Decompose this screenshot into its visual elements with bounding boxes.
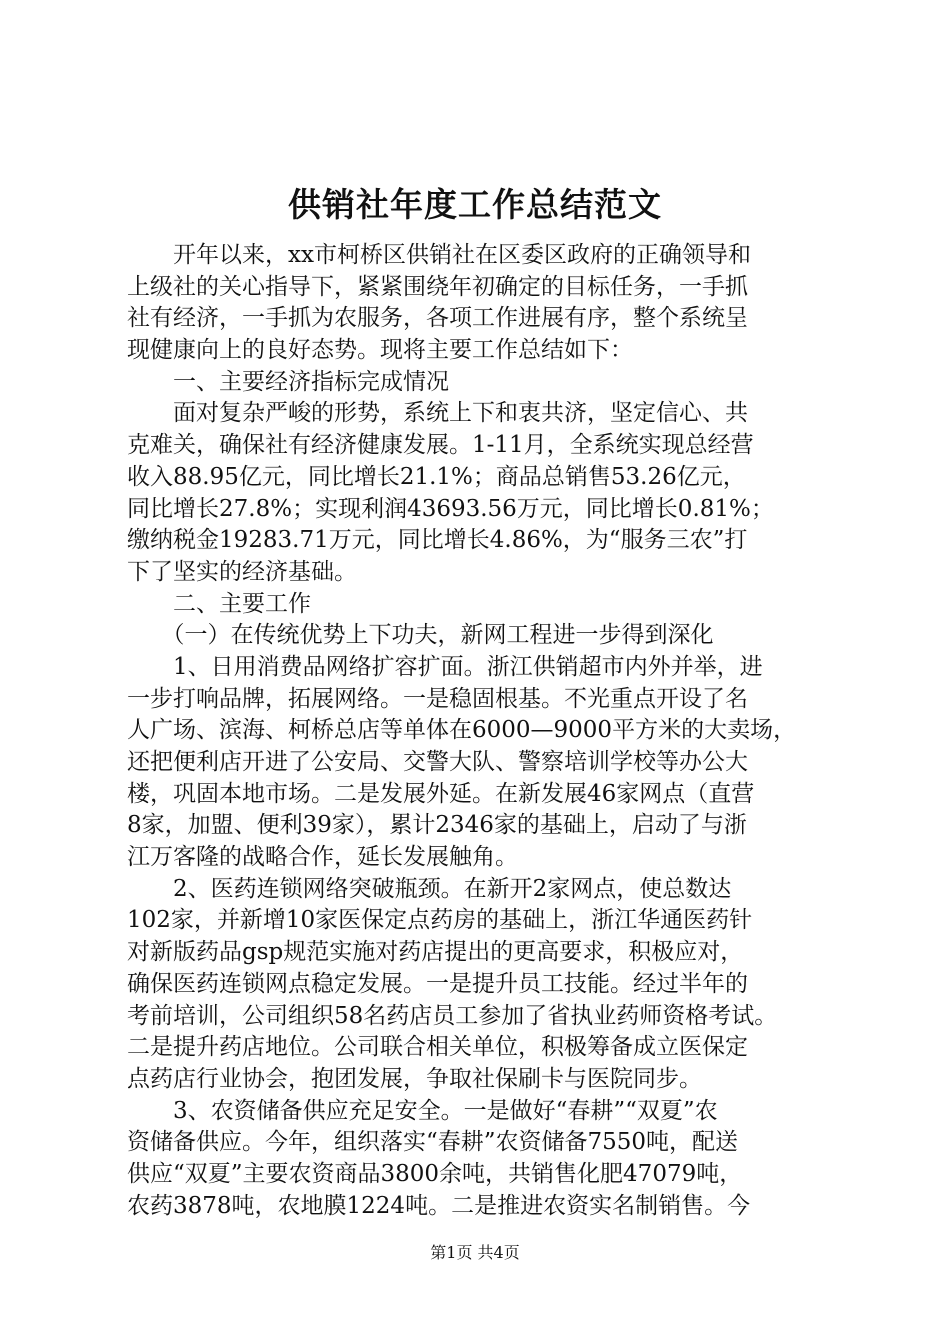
text-line: 社有经济，一手抓为农服务，各项工作进展有序，整个系统呈 — [127, 305, 748, 332]
text-line: 资储备供应。今年，组织落实“春耕”农资储备7550吨，配送 — [127, 1129, 739, 1156]
text-line: 3、农资储备供应充足安全。一是做好“春耕”“双夏”农 — [127, 1097, 718, 1124]
text-line: 克难关，确保社有经济健康发展。1-11月，全系统实现总经营 — [127, 432, 754, 459]
text-line: 2、医药连锁网络突破瓶颈。在新开2家网点，使总数达 — [127, 875, 732, 902]
text-line: 1、日用消费品网络扩容扩面。浙江供销超市内外并举，进 — [127, 653, 763, 680]
document-title: 供销社年度工作总结范文 — [288, 185, 662, 224]
text-line: 点药店行业协会，抱团发展，争取社保刷卡与医院同步。 — [127, 1065, 702, 1092]
text-line: 楼，巩固本地市场。二是发展外延。在新发展46家网点（直营 — [127, 780, 755, 807]
text-line: 人广场、滨海、柯桥总店等单体在6000—9000平方米的大卖场， — [127, 717, 797, 744]
text-line: 考前培训，公司组织58名药店员工参加了省执业药师资格考试。 — [127, 1002, 778, 1029]
text-line: 江万客隆的战略合作，延长发展触角。 — [127, 844, 518, 871]
page-number-footer: 第1页 共4页 — [430, 1243, 520, 1262]
text-line: 收入88.95亿元，同比增长21.1%；商品总销售53.26亿元， — [127, 463, 746, 490]
text-line: 缴纳税金19283.71万元，同比增长4.86%，为“服务三农”打 — [127, 527, 748, 554]
text-line: 现健康向上的良好态势。现将主要工作总结如下： — [127, 337, 633, 364]
text-line: 上级社的关心指导下，紧紧围绕年初确定的目标任务，一手抓 — [127, 273, 748, 300]
text-line: 农药3878吨，农地膜1224吨。二是推进农资实名制销售。今 — [127, 1192, 751, 1219]
text-line: 开年以来，xx市柯桥区供销社在区委区政府的正确领导和 — [127, 242, 751, 268]
text-line: 确保医药连锁网点稳定发展。一是提升员工技能。经过半年的 — [127, 970, 748, 997]
text-line: 一步打响品牌，拓展网络。一是稳固根基。不光重点开设了名 — [127, 685, 748, 712]
text-line: 同比增长27.8%；实现利润43693.56万元，同比增长0.81%； — [127, 495, 774, 522]
text-line: 二是提升药店地位。公司联合相关单位，积极筹备成立医保定 — [127, 1034, 748, 1061]
text-line: 对新版药品gsp规范实施对药店提出的更高要求，积极应对， — [127, 939, 744, 966]
text-line: 面对复杂严峻的形势，系统上下和衷共济，坚定信心、共 — [127, 400, 748, 427]
text-line: 8家，加盟、便利39家），累计2346家的基础上，启动了与浙 — [127, 812, 747, 839]
text-line: 下了坚实的经济基础。 — [127, 558, 357, 585]
text-line: 102家，并新增10家医保定点药房的基础上，浙江华通医药针 — [127, 907, 753, 934]
section-heading: 二、主要工作 — [127, 590, 311, 617]
section-heading: 一、主要经济指标完成情况 — [127, 368, 449, 395]
text-line: 供应“双夏”主要农资商品3800余吨，共销售化肥47079吨， — [127, 1160, 743, 1187]
text-line: 还把便利店开进了公安局、交警大队、警察培训学校等办公大 — [127, 749, 748, 775]
subsection-heading: （一）在传统优势上下功夫，新网工程进一步得到深化 — [127, 622, 714, 649]
document-body — [127, 240, 839, 1222]
